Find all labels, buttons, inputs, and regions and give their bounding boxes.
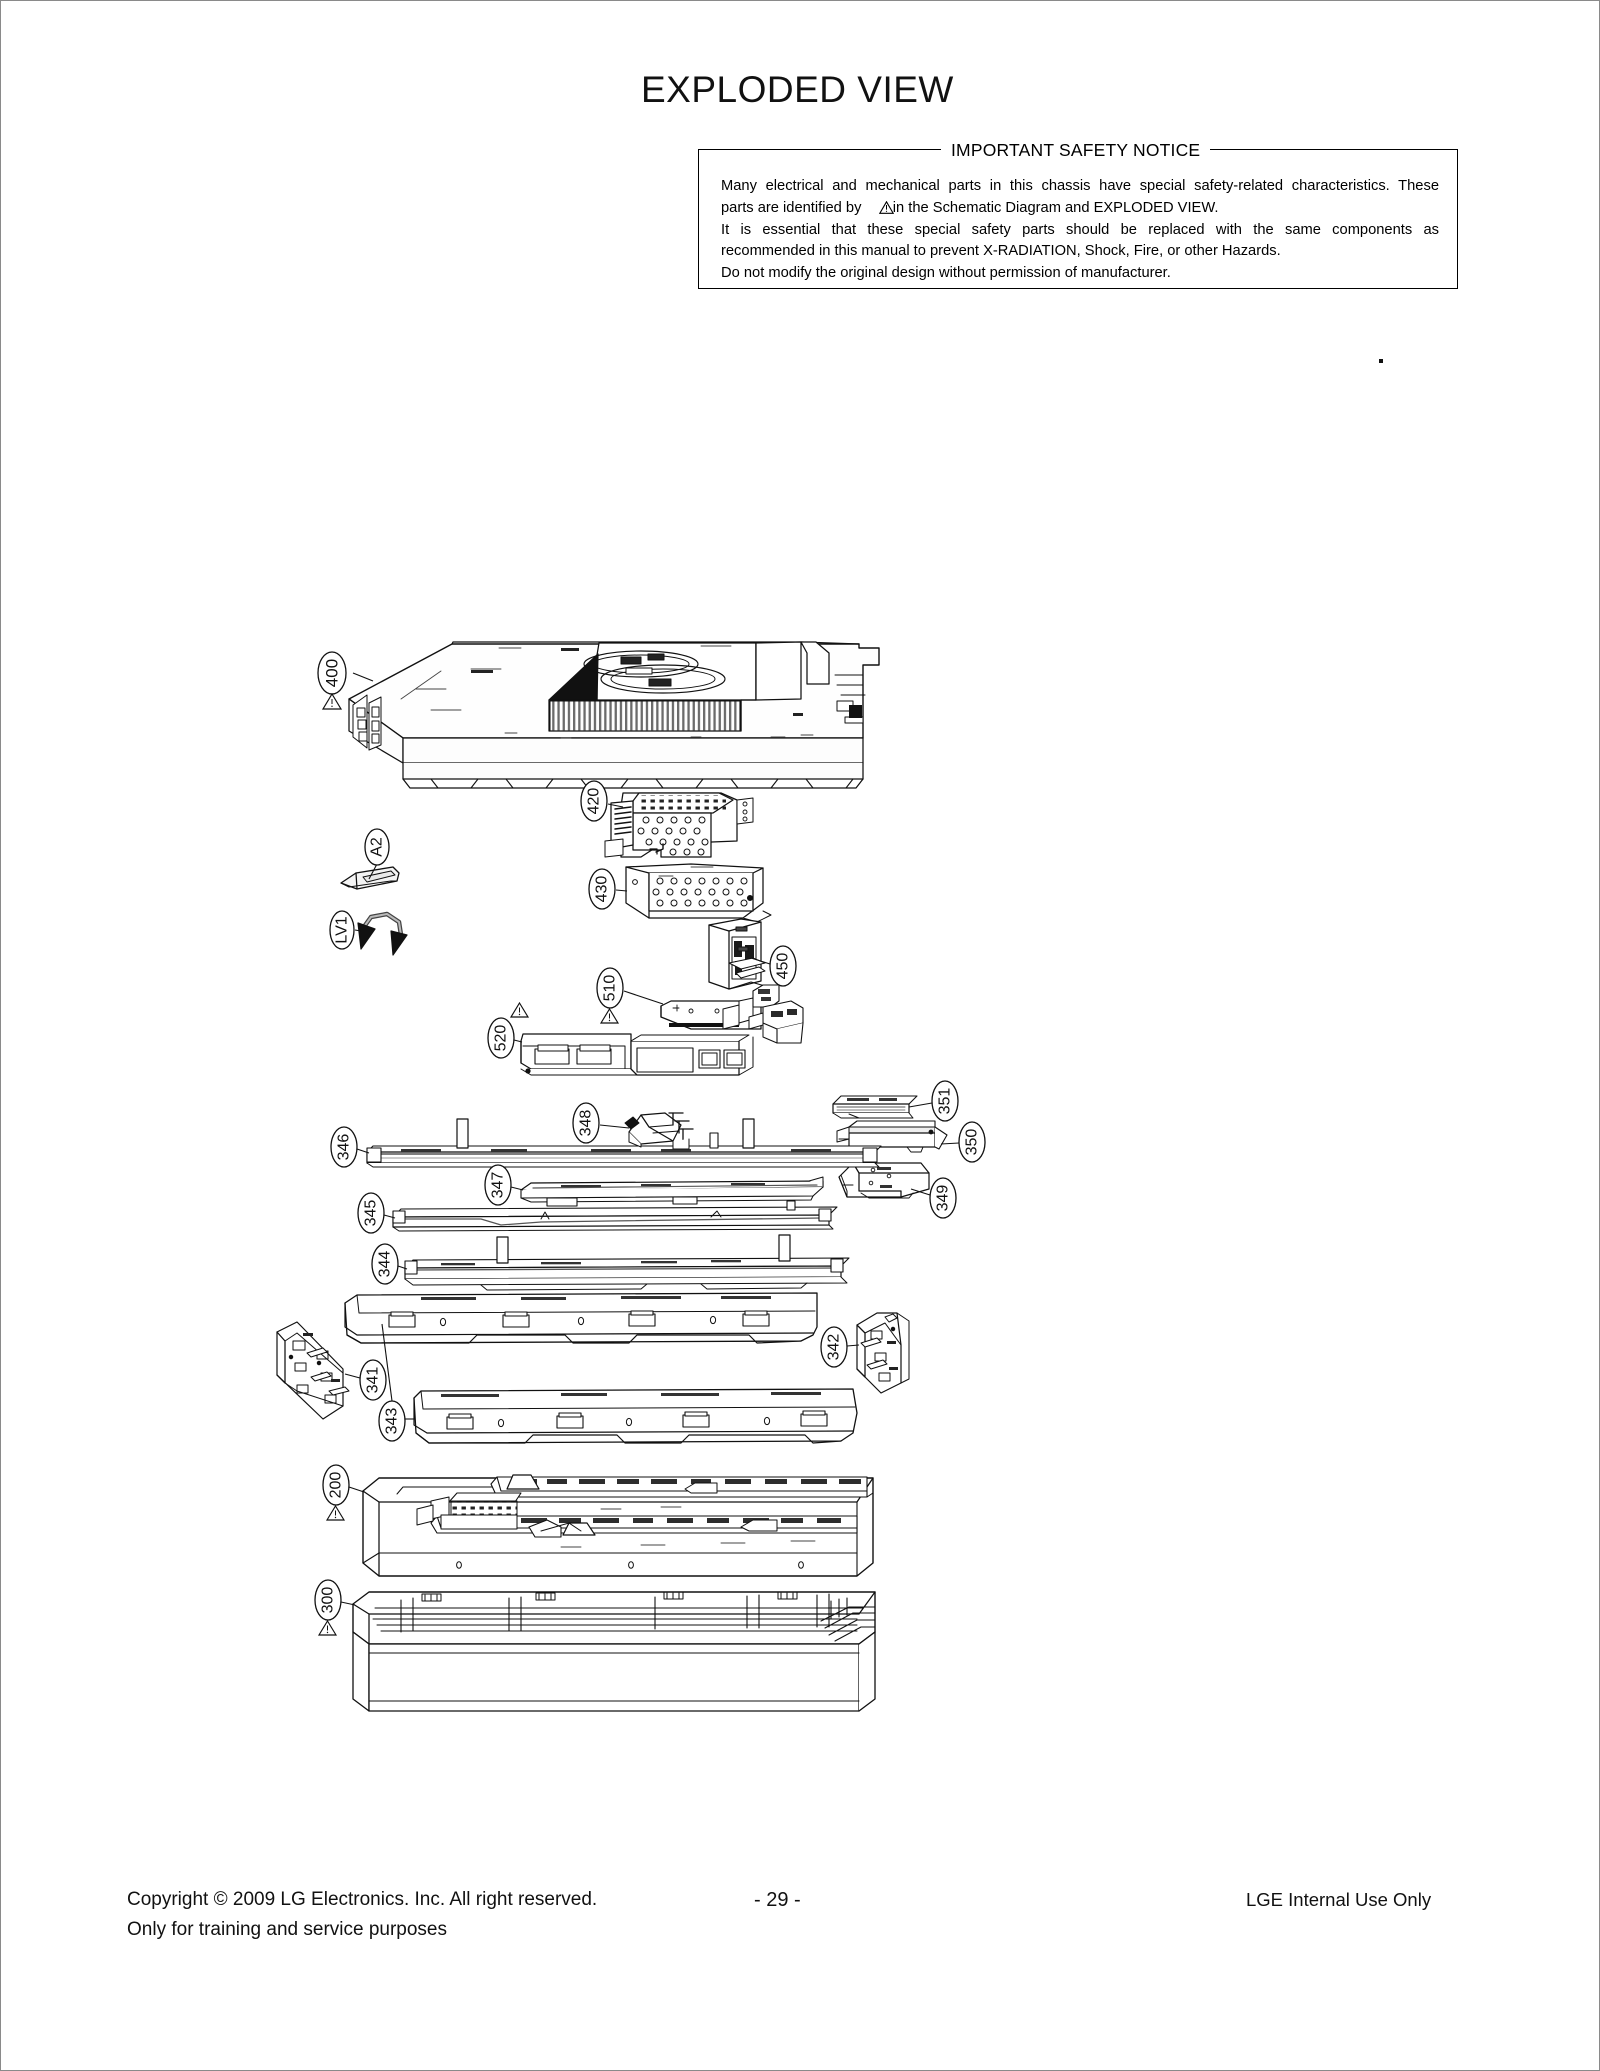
safety-notice-line-2 xyxy=(721,198,1439,220)
svg-text:350: 350 xyxy=(963,1128,981,1156)
callout-lv1 xyxy=(330,911,361,949)
callout-346 xyxy=(331,1127,369,1167)
svg-text:A2: A2 xyxy=(368,837,386,857)
exploded-view-diagram xyxy=(1,301,1600,1871)
callout-347 xyxy=(485,1165,523,1205)
safety-notice-line-1: Many electrical and mechanical parts in this chassis have special safety-related characteristics. These xyxy=(721,178,1439,194)
warning-triangle-icon xyxy=(879,201,894,214)
callout-200 xyxy=(323,1465,364,1520)
callout-351 xyxy=(909,1081,958,1121)
part-349-plate xyxy=(839,1163,929,1198)
important-safety-notice-box xyxy=(698,149,1458,289)
svg-text:343: 343 xyxy=(383,1407,401,1435)
svg-text:344: 344 xyxy=(376,1250,394,1278)
callout-342 xyxy=(821,1327,859,1367)
svg-text:349: 349 xyxy=(934,1184,952,1212)
part-345-rail xyxy=(393,1201,837,1231)
svg-text:342: 342 xyxy=(825,1333,843,1361)
safety-notice-line-2a: parts are identified by xyxy=(721,199,862,216)
part-420-shield-box xyxy=(605,793,753,857)
copyright-line-2: Only for training and service purposes xyxy=(127,1919,447,1940)
part-344-rail xyxy=(405,1235,849,1290)
part-lv1-cable xyxy=(358,914,407,955)
svg-text:341: 341 xyxy=(364,1366,382,1394)
svg-text:400: 400 xyxy=(322,658,342,688)
svg-text:300: 300 xyxy=(319,1586,337,1614)
callout-300 xyxy=(315,1580,355,1635)
safety-notice-line-3: It is essential that these special safety parts should be replaced with the same components as xyxy=(721,221,1439,238)
page-number: - 29 - xyxy=(754,1889,801,1911)
callout-341 xyxy=(345,1360,386,1400)
part-348-bracket xyxy=(625,1113,693,1149)
part-351-rail xyxy=(833,1096,917,1118)
part-342-right-bracket xyxy=(857,1313,909,1393)
svg-text:450: 450 xyxy=(774,952,792,980)
svg-text:430: 430 xyxy=(593,875,611,903)
svg-text:345: 345 xyxy=(362,1199,380,1227)
svg-text:351: 351 xyxy=(936,1087,954,1115)
svg-text:LV1: LV1 xyxy=(333,916,351,944)
safety-notice-legend: IMPORTANT SAFETY NOTICE xyxy=(941,140,1210,161)
part-200-chassis xyxy=(363,1475,873,1576)
part-347-rail xyxy=(521,1177,823,1206)
page-title: EXPLODED VIEW xyxy=(641,69,954,110)
safety-notice-line-2b: in the Schematic Diagram and EXPLODED VIEW. xyxy=(892,199,1219,216)
callout-430 xyxy=(589,869,627,909)
part-520-power-board xyxy=(521,1034,753,1075)
part-346-long-rail xyxy=(367,1119,881,1167)
part-430-shield-box xyxy=(626,864,771,922)
part-343-bezel-upper xyxy=(345,1293,817,1343)
copyright-line-1: Copyright © 2009 LG Electronics. Inc. All right reserved. xyxy=(127,1889,598,1910)
svg-text:520: 520 xyxy=(492,1024,510,1052)
svg-text:346: 346 xyxy=(335,1133,353,1161)
part-341-left-bracket xyxy=(277,1322,349,1419)
internal-use-label: LGE Internal Use Only xyxy=(1246,1889,1432,1910)
svg-text:347: 347 xyxy=(489,1171,507,1199)
svg-text:420: 420 xyxy=(585,787,603,815)
svg-text:200: 200 xyxy=(327,1471,345,1499)
page-footer xyxy=(1,1881,1600,1961)
safety-notice-line-4: recommended in this manual to prevent X-RADIATION, Shock, Fire, or other Hazards. xyxy=(721,243,1281,260)
part-300-front-cabinet xyxy=(353,1592,875,1711)
ink-speck xyxy=(1379,359,1383,363)
callout-350 xyxy=(941,1122,985,1162)
callout-345 xyxy=(358,1193,395,1233)
part-343-bezel-lower xyxy=(414,1389,857,1443)
safety-notice-line-5: Do not modify the original design without permission of manufacturer. xyxy=(721,265,1171,281)
part-510-pcb xyxy=(661,985,803,1043)
part-450-bracket xyxy=(709,919,765,989)
callout-344 xyxy=(372,1244,407,1284)
callout-510 xyxy=(597,968,663,1023)
svg-text:348: 348 xyxy=(577,1109,595,1137)
safety-notice-text xyxy=(721,176,1439,285)
part-400-back-cover xyxy=(349,642,879,788)
callout-348 xyxy=(573,1103,629,1143)
svg-text:510: 510 xyxy=(601,974,619,1002)
